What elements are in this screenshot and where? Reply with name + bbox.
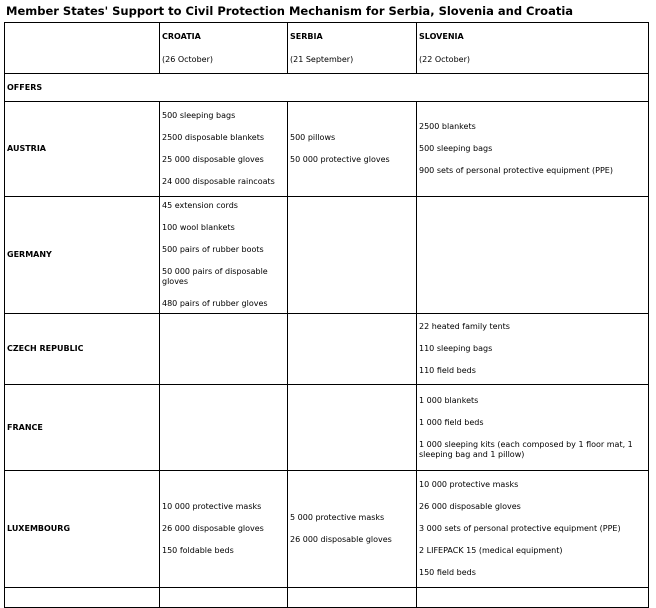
country-name: AUSTRIA (5, 102, 160, 197)
list-item: 2 LIFEPACK 15 (medical equipment) (419, 546, 563, 555)
list-item: 2500 disposable blankets (162, 133, 265, 142)
country-name: CZECH REPUBLIC (5, 314, 160, 385)
list-item: 45 extension cords (162, 201, 238, 210)
header-row (5, 23, 649, 74)
list-item: 50 000 protective gloves (290, 155, 390, 164)
country-name: FRANCE (5, 385, 160, 471)
list-item: 500 sleeping bags (162, 111, 236, 120)
document-title: Member States' Support to Civil Protection Mechanism for Serbia, Slovenia and Croatia (6, 4, 574, 18)
list-item: 5 000 protective masks (290, 513, 385, 522)
list-item: 50 000 pairs of disposable gloves (162, 267, 268, 286)
country-name: GERMANY (5, 197, 160, 314)
column-header-date: (26 October) (162, 54, 213, 64)
cell-croatia (160, 471, 288, 588)
cell-serbia (288, 314, 417, 385)
table-row (5, 197, 649, 314)
list-item: 2500 blankets (419, 122, 476, 131)
cell-slovenia (417, 102, 649, 197)
list-item: 150 foldable beds (162, 546, 234, 555)
table-row (5, 385, 649, 471)
list-item: 1 000 sleeping kits (each composed by 1 floor mat, 1 sleeping bag and 1 pillow) (419, 439, 633, 459)
column-header-name: SLOVENIA (419, 31, 464, 41)
list-item: 22 heated family tents (419, 322, 510, 331)
cell-croatia (160, 102, 288, 197)
column-header-croatia (160, 23, 288, 74)
table-row (5, 314, 649, 385)
list-item: 500 pillows (290, 133, 336, 142)
column-header-date: (22 October) (419, 54, 470, 64)
column-header-name: CROATIA (162, 31, 201, 41)
cell-croatia (160, 197, 288, 314)
table-row (5, 102, 649, 197)
list-item: 3 000 sets of personal protective equipment (PPE) (419, 524, 621, 533)
list-item: 500 pairs of rubber boots (162, 245, 264, 254)
table-row-partial (5, 588, 649, 608)
list-item: 110 field beds (419, 366, 476, 375)
list-item: 25 000 disposable gloves (162, 155, 264, 164)
cell-croatia (160, 385, 288, 471)
list-item: 10 000 protective masks (162, 502, 262, 511)
country-name: LUXEMBOURG (5, 471, 160, 588)
cell-serbia (288, 385, 417, 471)
list-item: 26 000 disposable gloves (290, 535, 392, 544)
list-item: 26 000 disposable gloves (162, 524, 264, 533)
list-item: 480 pairs of rubber gloves (162, 299, 268, 308)
cell-slovenia (417, 314, 649, 385)
offers-table (4, 22, 649, 608)
offers-label: OFFERS (5, 74, 649, 102)
table-row (5, 471, 649, 588)
cell-serbia (288, 197, 417, 314)
cell-slovenia (417, 385, 649, 471)
column-header-date: (21 September) (290, 54, 354, 64)
column-header-serbia (288, 23, 417, 74)
column-header-name: SERBIA (290, 31, 323, 41)
list-item: 100 wool blankets (162, 223, 235, 232)
list-item: 500 sleeping bags (419, 144, 493, 153)
list-item: 150 field beds (419, 568, 476, 577)
cell-serbia (288, 471, 417, 588)
list-item: 26 000 disposable gloves (419, 502, 521, 511)
list-item: 1 000 blankets (419, 395, 479, 405)
offers-row (5, 74, 649, 102)
corner-cell (5, 23, 160, 74)
list-item: 10 000 protective masks (419, 480, 519, 489)
list-item: 1 000 field beds (419, 417, 484, 427)
cell-serbia (288, 102, 417, 197)
column-header-slovenia (417, 23, 649, 74)
cell-croatia (160, 314, 288, 385)
list-item: 110 sleeping bags (419, 344, 493, 353)
list-item: 24 000 disposable raincoats (162, 177, 275, 186)
cell-slovenia (417, 471, 649, 588)
list-item: 900 sets of personal protective equipment (PPE) (419, 166, 613, 175)
cell-slovenia (417, 197, 649, 314)
